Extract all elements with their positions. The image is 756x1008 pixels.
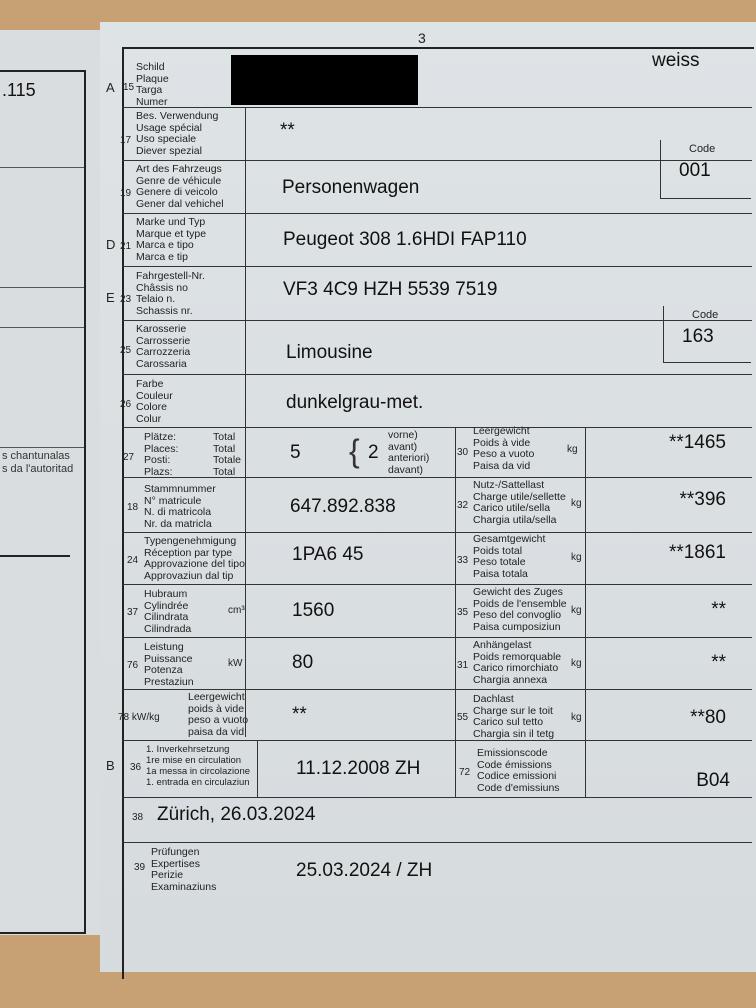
plate-label: Schild Plaque Targa Numer [136, 61, 169, 108]
approval-label: Typengenehmigung Réception par type Approvazione del tipo Approvaziun dal tip [144, 535, 245, 582]
chassis-label: Fahrgestell-Nr. Châssis no Telaio n. Schassis nr. [136, 270, 205, 317]
ratio-label: Leergewicht poids à vide peso a vuoto paisa da vid [188, 691, 249, 738]
left-page-text-2: s da l'autoritad [2, 463, 74, 475]
make-label: Marke und Typ Marque et type Marca e tipo Marca e tip [136, 216, 207, 263]
left-page-frame [0, 70, 86, 934]
page-number: 3 [418, 30, 426, 46]
emission-value: B04 [696, 770, 730, 791]
displacement-label: Hubraum Cylindrée Cilindrata Cilindrada [144, 588, 192, 635]
seats-label: Plätze: Places: Posti: Plazs: [144, 431, 179, 478]
seats-total-value: 5 [290, 442, 301, 463]
body-code: 163 [682, 326, 714, 347]
usage-value: ** [280, 120, 295, 141]
payload-label: Nutz-/Sattellast Charge utile/sellette Carico utile/sella Chargia utila/sella [473, 479, 566, 526]
train-weight-value: ** [711, 599, 726, 620]
roof-label: Dachlast Charge sur le toit Carico sul tetto Chargia sin il tetg [473, 693, 555, 740]
chassis-value: VF3 4C9 HZH 5539 7519 [283, 279, 498, 300]
left-page-number: .115 [2, 80, 36, 100]
payload-value: **396 [679, 489, 726, 510]
seats-total-label: Total Total Totale Total [213, 431, 242, 478]
trailer-value: ** [711, 652, 726, 673]
plate-color: weiss [652, 50, 700, 71]
approval-value: 1PA6 45 [292, 544, 364, 565]
displacement-value: 1560 [292, 600, 335, 621]
trailer-label: Anhängelast Poids remorquable Carico rimorchiato Chargia annexa [473, 639, 562, 686]
empty-weight-label: Leergewicht Poids à vide Peso a vuoto Paisa da vid [473, 425, 535, 472]
emission-label: Emissionscode Code émissions Codice emissioni Code d'emissiuns [477, 747, 560, 794]
vehicle-type-code-box: Code 001 [660, 140, 751, 199]
usage-label: Bes. Verwendung Usage spécial Uso speciale Diever spezial [136, 110, 219, 157]
power-label: Leistung Puissance Potenza Prestaziun [144, 641, 194, 688]
seats-front-value: 2 [368, 442, 379, 463]
stamm-label: Stammnummer N° matricule N. di matricola Nr. da matricla [144, 483, 216, 530]
stamm-value: 647.892.838 [290, 496, 396, 517]
inspection-label: Prüfungen Expertises Perizie Examinaziuns [151, 846, 217, 893]
first-registration-value: 11.12.2008 ZH [296, 758, 421, 779]
first-registration-label: 1. Inverkehrsetzung 1re mise en circulation 1a messa in circolazione 1. entrada en circulaziun [146, 744, 251, 788]
registration-page: 3 A D E B 15 Schild Plaque Targa Numer weiss 17 Bes. Verwendung Usage spécial Uso speciale Diever spezial ** 19 Art des Fahrzeugs Genre de véhicule Genere di veicolo Gener dal vehichel Personenwagen Code 001 21 Marke und Typ Marque et type Marca e tipo Marca e tip Peugeot 308 1.6HDI FAP110 23 Fahrgestell-Nr. Châssis no Telaio n. Schassis nr. VF3 4C9 HZH 5539 7519 25 Karosserie Carrosserie Carrozzeria Carossaria Limousine Code 163 26 Farbe Couleur Colore Colur dunkelgrau-met. 27 Plätze: Places: Posti: Plazs: Total Total Totale Total 5 { 2 vorne) avant) anteriori) davant) 30 Leergewicht Poids à vide Peso a vuoto Paisa da vid kg **1465 18 Stammnummer N° matricule N. di matricola Nr. da matricla 647.892.838 32 Nutz-/Sattellast Charge utile/sellette Carico utile/sella Chargia utila/sella kg **396 24 Typengenehmigung Réception par type Approvazione del tipo Approvaziun dal tip 1PA6 45 33 Gesamtgewicht Poids total Peso totale Paisa totala kg **1861 37 Hubraum Cylindrée Cilindrata Cilindrada cm³ 1560 35 Gewicht des Zuges Poids de l'ensemble Peso del convoglio Paisa cumposiziun kg ** 76 Leistung Puissance Potenza Prestaziun kW 80 31 Anhängelast Poids remorquable Carico rimorchiato Chargia annexa kg ** 78 kW/kg Leergewicht poids à vide peso a vuoto paisa da vid ** 55 Dachlast Charge sur le toit Carico sul tetto Chargia sin il tetg kg **80 36 1. Inverkehrsetzung 1re mise en circulation 1a messa in circolazione 1. entrada en circulaziun 11.12.2008 ZH 72 Emissionscode Code émissions Codice emissioni Code d'emissiuns B04 38 Zürich, 26.03.2024 39 Prüfungen Expertises Perizie Examinaziuns 25.03.2024 / ZH [100, 22, 756, 972]
body-value: Limousine [286, 342, 373, 363]
place-date-value: Zürich, 26.03.2024 [157, 804, 316, 825]
roof-value: **80 [690, 707, 726, 728]
make-value: Peugeot 308 1.6HDI FAP110 [283, 229, 527, 250]
vehicle-type-label: Art des Fahrzeugs Genre de véhicule Genere di veicolo Gener dal vehichel [136, 163, 224, 210]
seats-front-label: vorne) avant) anteriori) davant) [388, 429, 430, 476]
inspection-value: 25.03.2024 / ZH [296, 860, 433, 881]
marker-b: B [106, 758, 115, 773]
body-code-box: Code 163 [663, 306, 751, 363]
marker-d: D [106, 237, 116, 252]
train-weight-label: Gewicht des Zuges Poids de l'ensemble Peso del convoglio Paisa cumposiziun [473, 586, 567, 633]
marker-a: A [106, 80, 115, 95]
power-value: 80 [292, 652, 314, 673]
total-weight-label: Gesamtgewicht Poids total Peso totale Paisa totala [473, 533, 546, 580]
left-page-text-1: s chantunalas [2, 450, 70, 462]
left-page [0, 30, 101, 935]
vehicle-type-value: Personenwagen [282, 177, 420, 198]
redacted-plate-number [231, 55, 418, 105]
marker-e: E [106, 290, 115, 305]
body-label: Karosserie Carrosserie Carrozzeria Carossaria [136, 323, 191, 370]
colour-label: Farbe Couleur Colore Colur [136, 378, 173, 425]
empty-weight-value: **1465 [668, 432, 726, 453]
vehicle-type-code: 001 [679, 160, 711, 181]
ratio-value: ** [292, 704, 307, 725]
total-weight-value: **1861 [668, 542, 726, 563]
colour-value: dunkelgrau-met. [286, 392, 424, 413]
